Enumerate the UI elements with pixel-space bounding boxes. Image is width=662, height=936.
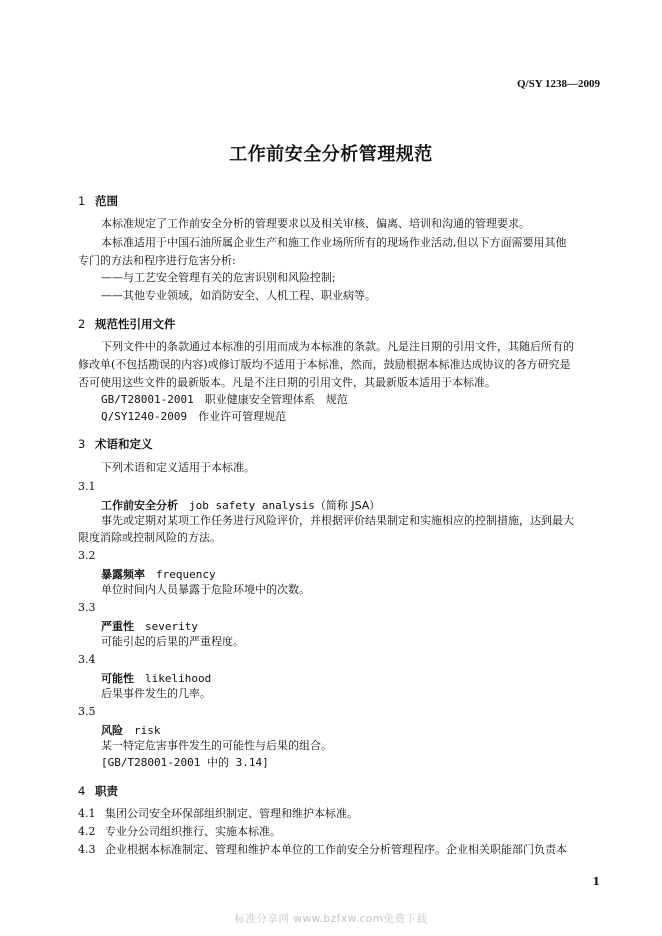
section-number: 1 — [78, 194, 86, 208]
term-number: 3.4 — [78, 653, 96, 666]
term-chinese: 暴露频率 — [101, 568, 145, 581]
list-item: ——与工艺安全管理有关的危害识别和风险控制; — [101, 271, 336, 284]
term-heading — [101, 497, 380, 513]
paragraph-line: 本标准规定了工作前安全分析的管理要求以及相关审核、偏离、培训和沟通的管理要求。 — [101, 217, 530, 230]
section-number: 3 — [78, 437, 86, 451]
term-number: 3.5 — [78, 705, 96, 718]
clause-text: 集团公司安全环保部组织制定、管理和维护本标准。 — [105, 807, 358, 820]
term-definition: 后果事件发生的几率。 — [101, 687, 211, 700]
paragraph-line: 修改单(不包括勘误的内容)或修订版均不适用于本标准，然而，鼓励根据本标准达成协议的各方研究是 — [78, 358, 571, 371]
section-2-heading — [78, 316, 176, 332]
term-chinese: 风险 — [101, 724, 123, 737]
section-number: 4 — [78, 784, 86, 798]
clause-item — [78, 808, 358, 819]
term-definition: 单位时间内人员暴露于危险环境中的次数。 — [101, 583, 310, 596]
section-title: 规范性引用文件 — [95, 317, 176, 331]
term-chinese: 工作前安全分析 — [101, 499, 178, 512]
clause-item — [78, 826, 281, 837]
section-title: 范围 — [95, 194, 118, 208]
reference-item: GB/T28001-2001 职业健康安全管理体系 规范 — [101, 393, 348, 406]
section-3-heading — [78, 436, 153, 452]
list-item: ——其他专业领域，如消防安全、人机工程、职业病等。 — [101, 289, 376, 302]
page-title: 工作前安全分析管理规范 — [229, 144, 433, 165]
term-english: risk — [134, 724, 161, 737]
term-chinese: 可能性 — [101, 672, 134, 685]
section-1-heading — [78, 193, 118, 209]
term-heading — [101, 566, 216, 582]
term-definition: 某一特定危害事件发生的可能性与后果的组合。 — [101, 739, 332, 752]
term-english: frequency — [156, 568, 216, 581]
section-4-heading — [78, 783, 118, 799]
term-definition: 限度消除或控制风险的方法。 — [78, 531, 221, 544]
section-title: 职责 — [95, 784, 118, 798]
term-heading — [101, 618, 198, 634]
clause-number: 4.3 — [78, 843, 96, 856]
clause-text: 专业分公司组织推行、实施本标准。 — [105, 825, 281, 838]
term-definition: 可能引起的后果的严重程度。 — [101, 635, 244, 648]
page-number: 1 — [592, 875, 600, 888]
paragraph-line: 本标准适用于中国石油所属企业生产和施工作业场所所有的现场作业活动,但以下方面需要用其他 — [101, 236, 567, 249]
term-number: 3.3 — [78, 601, 96, 614]
paragraph-line: 下列文件中的条款通过本标准的引用而成为本标准的条款。凡是注日期的引用文件，其随后所有的 — [101, 340, 574, 353]
term-number: 3.2 — [78, 549, 96, 562]
paragraph-line: 专门的方法和程序进行危害分析: — [78, 254, 236, 267]
term-number: 3.1 — [78, 480, 96, 493]
clause-item — [78, 844, 567, 855]
document-code: Q/SY 1238—2009 — [516, 78, 600, 90]
paragraph-line: 下列术语和定义适用于本标准。 — [101, 461, 255, 474]
term-english: job safety analysis — [189, 499, 315, 512]
term-definition: 事先或定期对某项工作任务进行风险评价，并根据评价结果制定和实施相应的控制措施，达到最大 — [101, 514, 574, 527]
term-chinese: 严重性 — [101, 620, 134, 633]
reference-item: Q/SY1240-2009 作业许可管理规范 — [101, 410, 287, 423]
watermark-footer: 标准分享网 www.bzfxw.com免费下载 — [234, 913, 428, 925]
term-english: likelihood — [145, 672, 212, 685]
clause-number: 4.1 — [78, 807, 96, 820]
term-abbreviation: （简称 JSA） — [314, 499, 381, 512]
term-heading — [101, 722, 161, 738]
clause-text: 企业根据本标准制定、管理和维护本单位的工作前安全分析管理程序。企业相关职能部门负责本 — [105, 843, 567, 856]
term-english: severity — [145, 620, 198, 633]
paragraph-line: 否可使用这些文件的最新版本。凡是不注日期的引用文件，其最新版本适用于本标准。 — [78, 376, 496, 389]
clause-number: 4.2 — [78, 825, 96, 838]
term-heading — [101, 670, 211, 686]
section-title: 术语和定义 — [95, 437, 153, 451]
section-number: 2 — [78, 317, 86, 331]
term-source: [GB/T28001-2001 中的 3.14] — [101, 756, 269, 769]
